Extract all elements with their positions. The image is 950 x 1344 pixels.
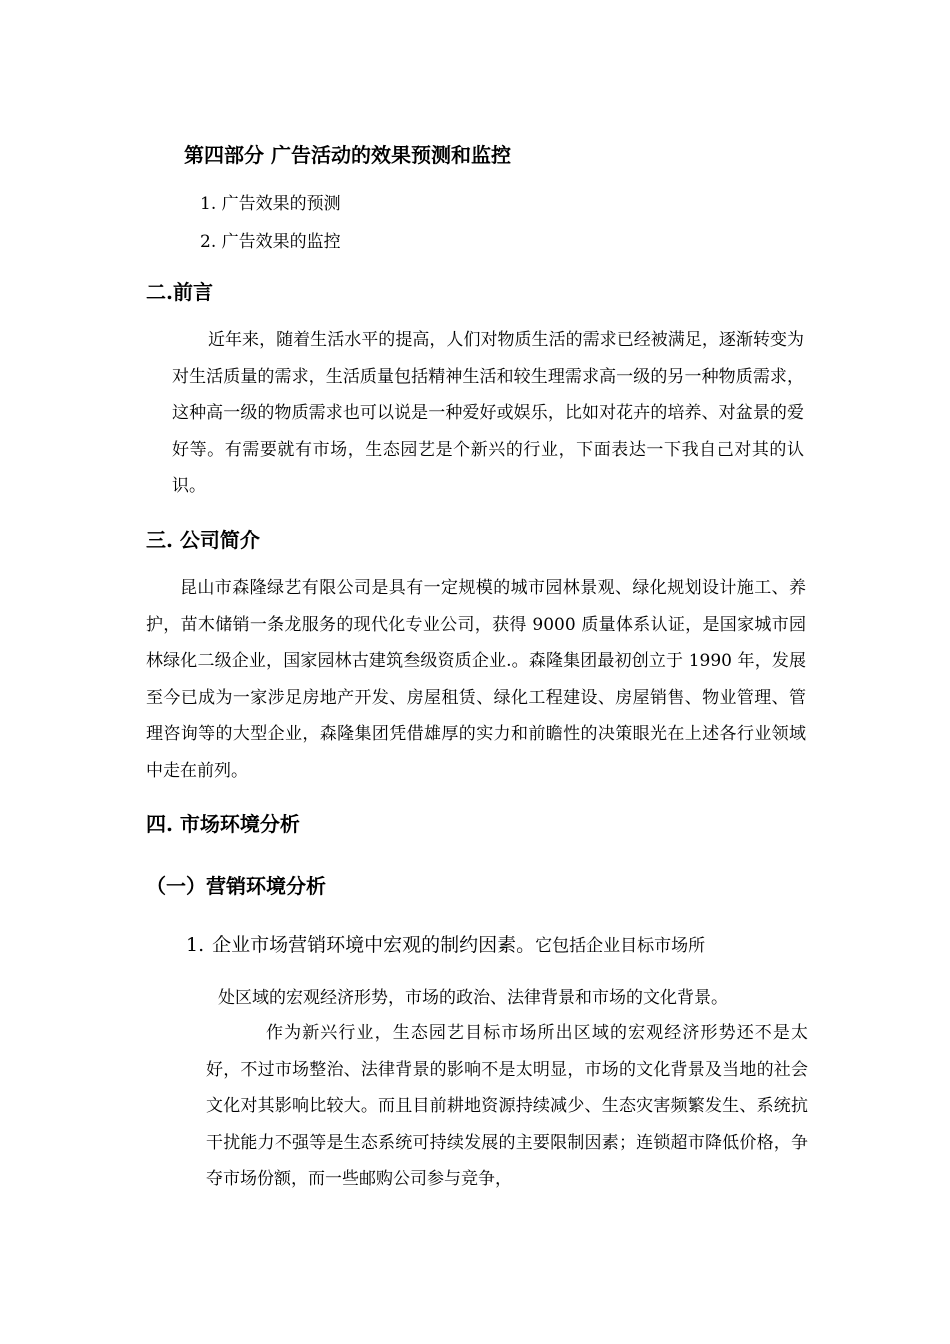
section2-heading: 二.前言 [146, 280, 213, 304]
section3-heading: 三. 公司简介 [146, 528, 260, 552]
list-item-number: 1. [186, 934, 205, 956]
part4-item-prediction: 1. 广告效果的预测 [200, 194, 341, 214]
section4-sub1-paragraph: 作为新兴行业，生态园艺目标市场所出区域的宏观经济形势还不是太好，不过市场整治、法律背景的影响不是太明显，市场的文化背景及当地的社会文化对其影响比较大。而且目前耕地资源持续减少、生态灾害频繁发生、系统抗干扰能力不强等是生态系统可持续发展的主要限制因素；连锁超市降低价格，争夺市场份额，而一些邮购公司参与竞争， [206, 1023, 808, 1189]
section2-paragraph: 近年来，随着生活水平的提高，人们对物质生活的需求已经被满足，逐渐转变为对生活质量的需求，生活质量包括精神生活和较生理需求高一级的另一种物质需求，这种高一级的物质需求也可以说是一种爱好或娱乐，比如对花卉的培养、对盆景的爱好等。有需要就有市场，生态园艺是个新兴的行业，下面表达一下我自己对其的认识。 [172, 330, 804, 496]
section3-paragraph: 昆山市森隆绿艺有限公司是具有一定规模的城市园林景观、绿化规划设计施工、养护，苗木储销一条龙服务的现代化专业公司，获得 9000 质量体系认证，是国家城市园林绿化二级企业，国家园林古建筑叁级资质企业.。森隆集团最初创立于 1990 年，发展至今已成为一家涉足房地产开发、房屋租赁、绿化工程建设、房屋销售、物业管理、管理咨询等的大型企业，森隆集团凭借雄厚的实力和前瞻性的决策眼光在上述各行业领域中走在前列。 [146, 578, 806, 781]
list-item-rest: 它包括企业目标市场所 [535, 936, 706, 956]
part4-heading: 第四部分 广告活动的效果预测和监控 [184, 143, 511, 167]
list-item-1 [186, 930, 808, 957]
part4-item-monitoring: 2. 广告效果的监控 [200, 232, 341, 252]
list-item-continuation: 处区域的宏观经济形势，市场的政治、法律背景和市场的文化背景。 [218, 988, 728, 1008]
section4-sub1-heading: （一）营销环境分析 [146, 874, 326, 898]
section4-heading: 四. 市场环境分析 [146, 812, 300, 836]
list-item-lead: 企业市场营销环境中宏观的制约因素。 [212, 934, 536, 956]
